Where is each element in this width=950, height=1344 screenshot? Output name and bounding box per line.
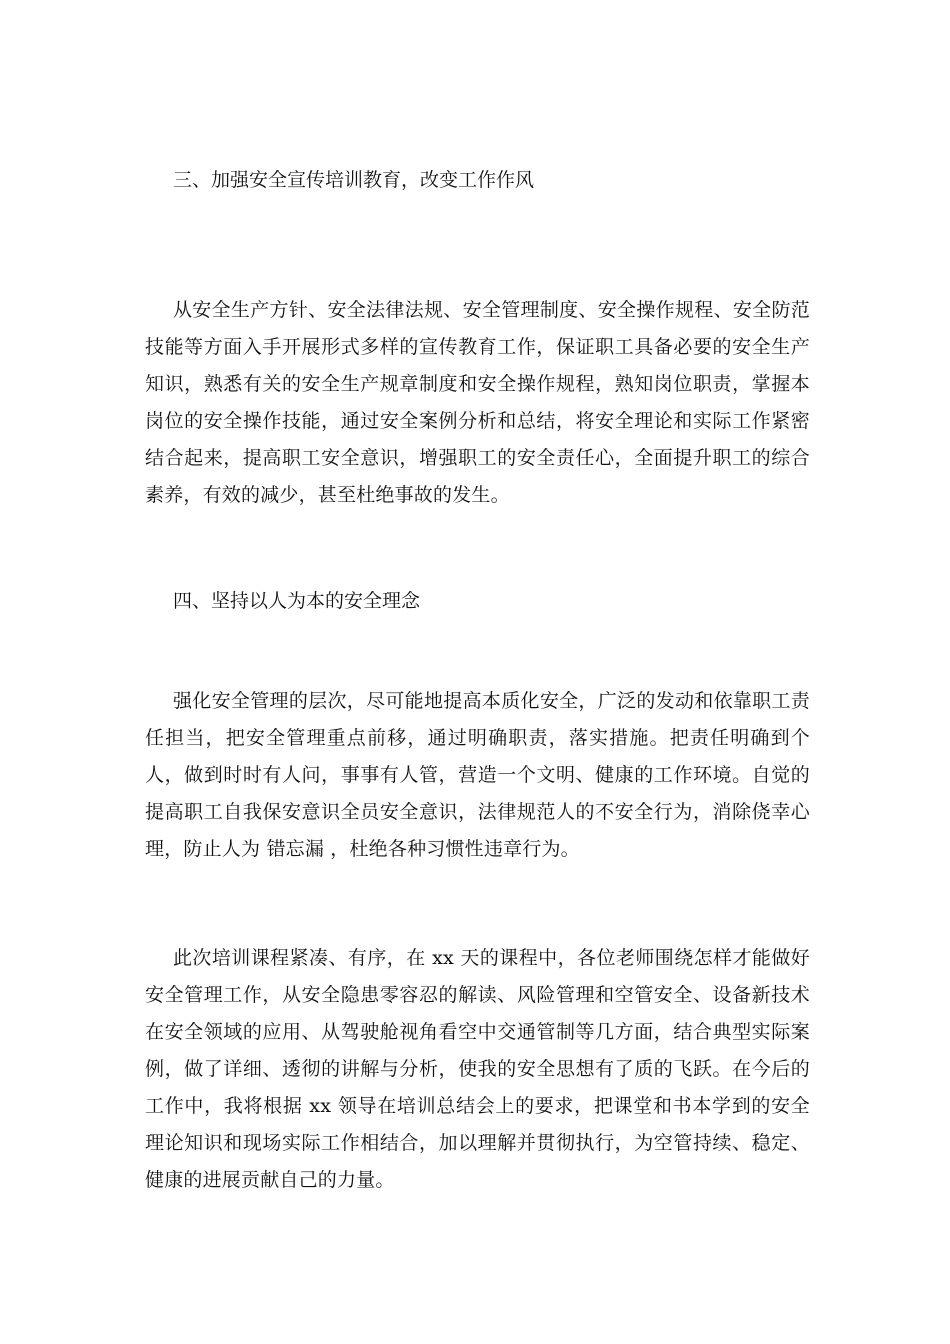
- body-paragraph: 此次培训课程紧凑、有序，在 xx 天的课程中，各位老师围绕怎样才能做好安全管理工作，从安全隐患零容忍的解读、风险管理和空管安全、设备新技术在安全领域的应用、从驾驶舱视角看空中交通管制等几方面，结合典型实际案例，做了详细、透彻的讲解与分析，使我的安全思想有了质的飞跃。在今后的工作中，我将根据 xx 领导在培训总结会上的要求，把课堂和书本学到的安全理论知识和现场实际工作相结合，加以理解并贯彻执行，为空管持续、稳定、健康的进展贡献自己的力量。: [145, 947, 810, 1191]
- section-heading-3: 三、加强安全宣传培训教育，改变工作作风: [173, 169, 535, 191]
- section-heading-4: 四、坚持以人为本的安全理念: [173, 590, 421, 612]
- body-paragraph: 强化安全管理的层次，尽可能地提高本质化安全，广泛的发动和依靠职工责任担当，把安全管理重点前移，通过明确职责，落实措施。把责任明确到个人，做到时时有人问，事事有人管，营造一个文明、健康的工作环境。自觉的提高职工自我保安意识全员安全意识，法律规范人的不安全行为，消除侥幸心理，防止人为 错忘漏 ，杜绝各种习惯性违章行为。: [145, 690, 810, 860]
- body-paragraph: 从安全生产方针、安全法律法规、安全管理制度、安全操作规程、安全防范技能等方面入手开展形式多样的宣传教育工作，保证职工具备必要的安全生产知识，熟悉有关的安全生产规章制度和安全操作规程，熟知岗位职责，掌握本岗位的安全操作技能，通过安全案例分析和总结，将安全理论和实际工作紧密结合起来，提高职工安全意识，增强职工的安全责任心，全面提升职工的综合素养，有效的减少，甚至杜绝事故的发生。: [145, 299, 810, 506]
